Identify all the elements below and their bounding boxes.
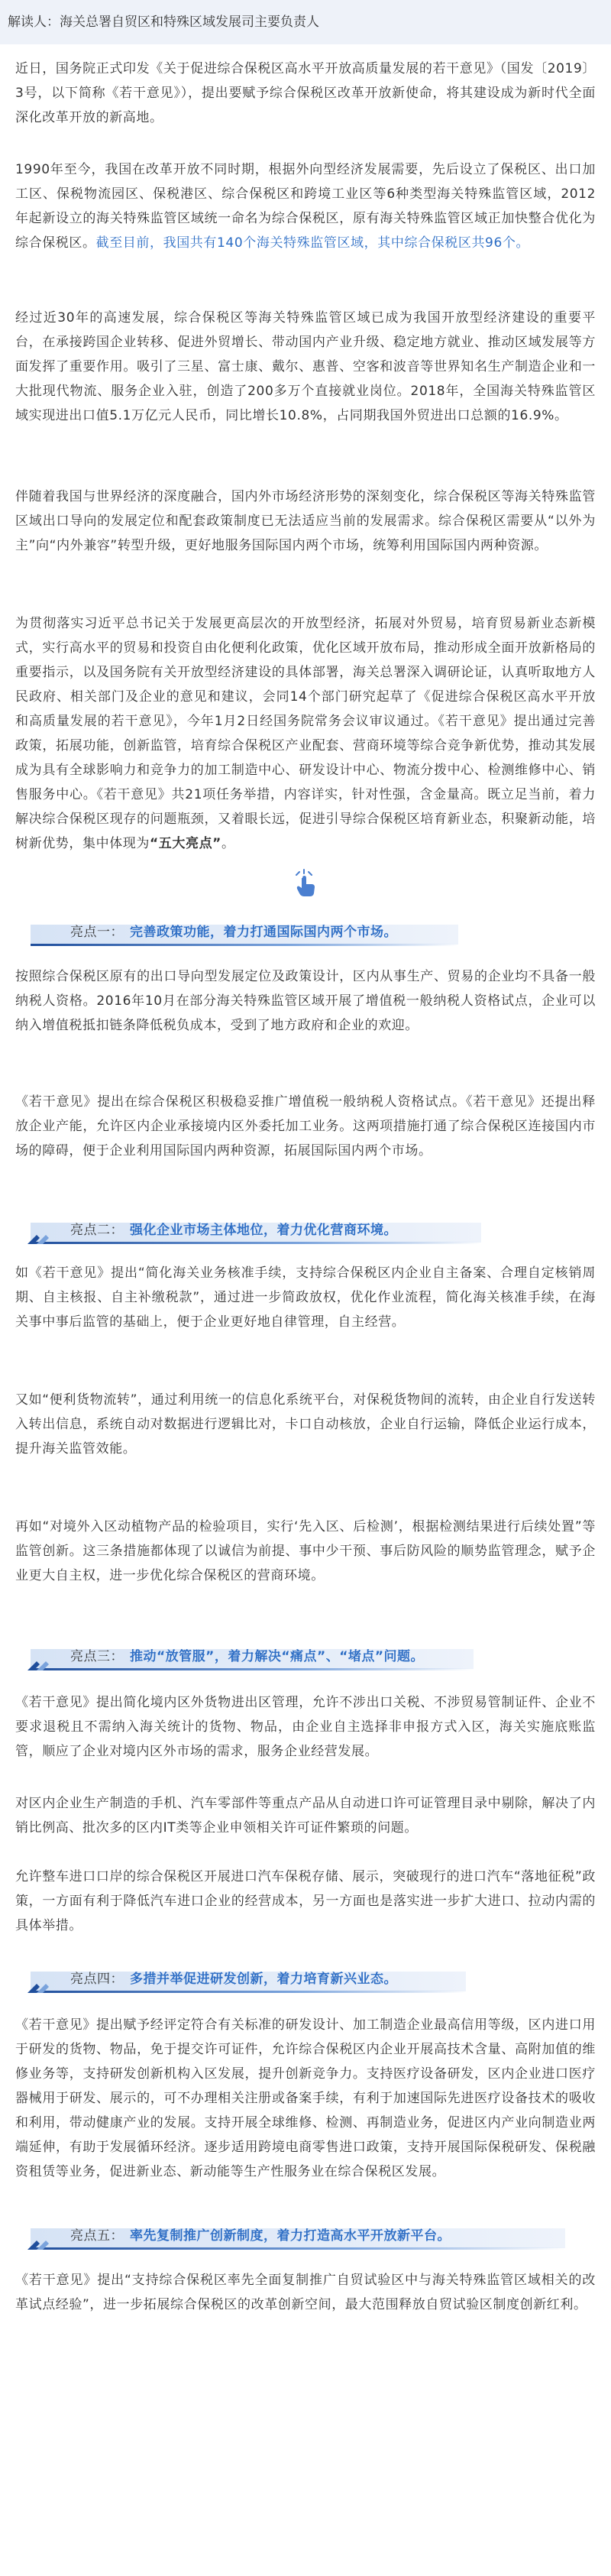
highlight-4-label: 亮点四： bbox=[70, 1972, 124, 1987]
highlight-5-heading bbox=[31, 2218, 565, 2250]
highlight-4-heading bbox=[31, 1961, 466, 1993]
interpreter-banner bbox=[0, 0, 611, 44]
highlight-1-heading bbox=[31, 914, 458, 946]
highlight-3-title: 推动“放管服”，着力解决“痛点”、“堵点”问题。 bbox=[130, 1649, 425, 1664]
highlight-5-title: 率先复制推广创新制度，着力打造高水平开放新平台。 bbox=[130, 2228, 451, 2244]
intro-paragraph-4: 伴随着我国与世界经济的深度融合，国内外市场经济形势的深刻变化，综合保税区等海关特殊监管区域出口导向的发展定位和配套政策制度已无法适应当前的发展需求。综合保税区需要从“以外为主”向“内外兼容”转型升级，更好地服务国际国内两个市场，统筹利用国际国内两种资源。 bbox=[15, 489, 596, 553]
intro-paragraph-2-text: 1990年至今，我国在改革开放不同时期，根据外向型经济发展需要，先后设立了保税区、出口加工区、保税物流园区、保税港区、综合保税区和跨境工业区等6种类型海关特殊监管区域，2012年起新设立的海关特殊监管区域统一命名为综合保税区，原有海关特殊监管区域正加快整合优化为综合保税区。 bbox=[15, 162, 596, 251]
highlight-4-title: 多措并举促进研发创新，着力培育新兴业态。 bbox=[130, 1972, 397, 1987]
intro-paragraph-2 bbox=[15, 157, 596, 255]
highlight-1-title: 完善政策功能，着力打通国际国内两个市场。 bbox=[130, 925, 397, 940]
pointing-hand-icon bbox=[289, 866, 322, 899]
highlight-2-underline bbox=[31, 1242, 481, 1244]
highlight-1-paragraph-1: 按照综合保税区原有的出口导向型发展定位及政策设计，区内从事生产、贸易的企业均不具备一般纳税人资格。2016年10月在部分海关特殊监管区域开展了增值税一般纳税人资格试点，企业可以纳入增值税抵扣链条降低税负成本，受到了地方政府和企业的欢迎。 bbox=[15, 969, 596, 1033]
highlight-1-heading-text bbox=[70, 923, 397, 941]
highlight-4-paragraph-1: 《若干意见》提出赋予经评定符合有关标准的研发设计、加工制造企业最高信用等级，区内进口用于研发的货物、物品，免于提交许可证件，允许综合保税区内企业开展高技术含量、高附加值的维修业务等，支持研发创新机构入区发展，提升创新竞争力。支持医疗设备研发，区内企业进口医疗器械用于研发、展示的，可不办理相关注册或备案手续，有利于加速国际先进医疗设备技术的吸收和利用，带动健康产业的发展。支持开展全球维修、检测、再制造业务，促进区内产业向制造业两端延伸，有助于发展循环经济。逐步适用跨境电商零售进口政策，支持开展国际保税研发、保税融资租赁等业务，促进新业态、新动能等生产性服务业在综合保税区发展。 bbox=[15, 2017, 596, 2179]
highlight-4-underline bbox=[31, 1991, 466, 1993]
highlight-3-paragraph-2: 对区内企业生产制造的手机、汽车零部件等重点产品从自动进口许可证管理目录中剔除，解决了内销比例高、批次多的区内IT类等企业申领相关许可证件繁琐的问题。 bbox=[15, 1796, 596, 1836]
highlight-1-label: 亮点一： bbox=[70, 925, 124, 940]
intro-paragraph-2-highlight: 截至目前，我国共有140个海关特殊监管区域，其中综合保税区共96个。 bbox=[95, 235, 530, 251]
highlight-3-heading-text bbox=[70, 1648, 424, 1666]
highlight-4-heading-text bbox=[70, 1970, 397, 1988]
highlight-5-label: 亮点五： bbox=[70, 2228, 124, 2244]
highlight-2-label: 亮点二： bbox=[70, 1223, 124, 1238]
highlight-2-heading-text bbox=[70, 1221, 397, 1239]
highlight-2-heading bbox=[31, 1212, 481, 1244]
five-highlights-phrase: “五大亮点” bbox=[150, 836, 221, 851]
double-chevron-icon bbox=[26, 1979, 57, 1994]
highlight-5-underline bbox=[31, 2247, 565, 2250]
highlight-2-paragraph-3: 再如“对境外入区动植物产品的检验项目，实行‘先入区、后检测’，根据检测结果进行后续处置”等监管创新。这三条措施都体现了以诚信为前提、事中少干预、事后防风险的顺势监管理念，赋予企业更大自主权，进一步优化综合保税区的营商环境。 bbox=[15, 1519, 596, 1583]
double-chevron-icon bbox=[26, 2236, 57, 2251]
highlight-2-paragraph-1: 如《若干意见》提出“简化海关业务核准手续，支持综合保税区内企业自主备案、合理自定核销周期、自主核报、自主补缴税款”，通过进一步简政放权，优化作业流程，简化海关核准手续，在海关事中事后监管的基础上，便于企业更好地自律管理，自主经营。 bbox=[15, 1265, 596, 1330]
intro-paragraph-3: 经过近30年的高速发展，综合保税区等海关特殊监管区域已成为我国开放型经济建设的重要平台，在承接跨国企业转移、促进外贸增长、带动国内产业升级、稳定地方就业、推动区域发展等方面发挥了重要作用。吸引了三星、富士康、戴尔、惠普、空客和波音等世界知名生产制造企业和一大批现代物流、服务企业入驻，创造了200多万个直接就业岗位。2018年，全国海关特殊监管区域实现进出口值5.1万亿元人民币，同比增长10.8%，占同期我国外贸进出口总额的16.9%。 bbox=[15, 310, 596, 423]
highlight-5-heading-text bbox=[70, 2227, 451, 2245]
intro-paragraph-5 bbox=[15, 611, 596, 856]
highlight-3-paragraph-1: 《若干意见》提出简化境内区外货物进出区管理，允许不涉出口关税、不涉贸易管制证件、企业不要求退税且不需纳入海关统计的货物、物品，由企业自主选择非申报方式入区，海关实施底账监管，顺应了企业对境内区外市场的需求，服务企业经营发展。 bbox=[15, 1695, 596, 1759]
highlight-1-paragraph-2: 《若干意见》提出在综合保税区积极稳妥推广增值税一般纳税人资格试点。《若干意见》还提出释放企业产能，允许区内企业承接境内区外委托加工业务。这两项措施打通了综合保税区连接国内市场的障碍，便于企业利用国际国内两种资源，拓展国际国内两个市场。 bbox=[15, 1094, 596, 1158]
double-chevron-icon bbox=[26, 1657, 57, 1672]
highlight-3-heading bbox=[31, 1638, 474, 1670]
highlight-2-title: 强化企业市场主体地位，着力优化营商环境。 bbox=[130, 1223, 397, 1238]
interpreter-text: 解读人：海关总署自贸区和特殊区域发展司主要负责人 bbox=[8, 15, 319, 30]
intro-paragraph-1: 近日，国务院正式印发《关于促进综合保税区高水平开放高质量发展的若干意见》（国发〔2019〕3号，以下简称《若干意见》），提出要赋予综合保税区改革开放新使命，将其建设成为新时代全面深化改革开放的新高地。 bbox=[15, 61, 596, 125]
intro-paragraph-5-text: 为贯彻落实习近平总书记关于发展更高层次的开放型经济，拓展对外贸易，培育贸易新业态新模式，实行高水平的贸易和投资自由化便利化政策，优化区域开放布局，推动形成全面开放新格局的重要指示，以及国务院有关开放型经济建设的具体部署，海关总署深入调研论证，认真听取地方人民政府、相关部门及企业的意见和建议，会同14个部门研究起草了《促进综合保税区高水平开放和高质量发展的若干意见》，今年1月2日经国务院常务会议审议通过。《若干意见》提出通过完善政策，拓展功能，创新监管，培育综合保税区产业配套、营商环境等综合竞争新优势，推动其发展成为具有全球影响力和竞争力的加工制造中心、研发设计中心、物流分拨中心、检测维修中心、销售服务中心。《若干意见》共21项任务举措，内容详实，针对性强，含金量高。既立足当前，着力解决综合保税区现存的问题瓶颈，又着眼长远，促进引导综合保税区培育新业态，积聚新动能，培树新优势，集中体现为 bbox=[15, 616, 596, 851]
highlight-2-paragraph-2: 又如“便利货物流转”，通过利用统一的信息化系统平台，对保税货物间的流转，由企业自行发送转入转出信息，系统自动对数据进行逻辑比对，卡口自动核放，企业自行运输，降低企业运行成本，提升海关监管效能。 bbox=[15, 1392, 596, 1456]
highlight-3-underline bbox=[31, 1668, 474, 1670]
highlight-3-label: 亮点三： bbox=[70, 1649, 124, 1664]
highlight-5-paragraph-1: 《若干意见》提出“支持综合保税区率先全面复制推广自贸试验区中与海关特殊监管区域相关的改革试点经验”，进一步拓展综合保税区的改革创新空间，最大范围释放自贸试验区制度创新红利。 bbox=[15, 2273, 596, 2312]
intro-paragraph-5-end: 。 bbox=[221, 836, 235, 851]
highlight-1-underline bbox=[31, 944, 458, 946]
double-chevron-icon bbox=[26, 1230, 57, 1246]
highlight-3-paragraph-3: 允许整车进口口岸的综合保税区开展进口汽车保税存储、展示，突破现行的进口汽车“落地征税”政策，一方面有利于降低汽车进口企业的经营成本，另一方面也是落实进一步扩大进口、拉动内需的具体举措。 bbox=[15, 1869, 596, 1933]
